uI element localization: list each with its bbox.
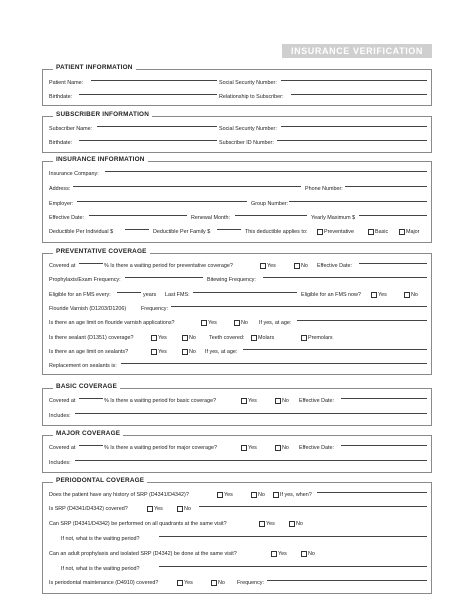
basic-section: [42, 383, 432, 426]
no-label: No: [308, 551, 315, 557]
waiting-period-field[interactable]: [159, 536, 427, 537]
major-option: Major: [406, 229, 420, 235]
sealant-question: Is there sealant (D1351) coverage?: [49, 335, 134, 341]
employer-label: Employer:: [49, 201, 74, 207]
no-label: No: [301, 263, 308, 269]
relationship-field[interactable]: [291, 94, 427, 95]
waiting-no-checkbox[interactable]: [275, 398, 281, 404]
effective-label: Effective Date:: [299, 445, 334, 451]
bitewing-field[interactable]: [263, 277, 427, 278]
patient-ssn-field[interactable]: [281, 80, 427, 81]
prophy-freq-field[interactable]: [125, 277, 203, 278]
last-fms-field[interactable]: [193, 292, 297, 293]
yes-label: Yes: [224, 492, 233, 498]
patient-birthdate-label: Birthdate:: [49, 94, 73, 100]
quadrants-yes-checkbox[interactable]: [259, 521, 265, 527]
form-title: INSURANCE VERIFICATION FORM: [282, 44, 432, 58]
history-yes-checkbox[interactable]: [217, 492, 223, 498]
effective-field[interactable]: [359, 263, 427, 264]
waiting-no-checkbox[interactable]: [294, 263, 300, 269]
yes-label: Yes: [278, 551, 287, 557]
fluoride-age-no-checkbox[interactable]: [234, 320, 240, 326]
effective-label: Effective Date:: [299, 398, 334, 404]
section-title: MAJOR COVERAGE: [53, 430, 123, 437]
if-yes-age-label: If yes, at age:: [205, 349, 238, 355]
phone-label: Phone Number:: [305, 186, 343, 192]
if-yes-when-label: If yes, when?: [280, 492, 312, 498]
yes-label: Yes: [184, 580, 193, 586]
fluoride-label: Flouride Varnish (D1203/D1206): [49, 306, 127, 312]
srp-history-question: Does the patient have any history of SRP (D4341/D4342)?: [49, 492, 189, 498]
address-field[interactable]: [73, 186, 301, 187]
history-when-checkbox[interactable]: [273, 492, 279, 498]
history-no-checkbox[interactable]: [251, 492, 257, 498]
replacement-field[interactable]: [121, 363, 427, 364]
phone-field[interactable]: [345, 186, 427, 187]
srp-covered-field[interactable]: [199, 506, 427, 507]
fms-now-no-checkbox[interactable]: [404, 292, 410, 298]
adult-prophy-yes-checkbox[interactable]: [271, 551, 277, 557]
waiting-yes-checkbox[interactable]: [241, 445, 247, 451]
srp-covered-no-checkbox[interactable]: [177, 506, 183, 512]
ded-individual-field[interactable]: [125, 229, 149, 230]
insurance-section: [42, 156, 432, 243]
waiting-question: % Is there a waiting period for major coverage?: [104, 445, 217, 451]
covered-at-field[interactable]: [79, 445, 103, 446]
effective-date-field[interactable]: [89, 215, 187, 216]
maintenance-yes-checkbox[interactable]: [177, 580, 183, 586]
relationship-label: Relationship to Subscriber:: [219, 94, 284, 100]
covered-at-label: Covered at: [49, 445, 76, 451]
maintenance-question: Is periodontal maintenance (D4910) covered?: [49, 580, 159, 586]
waiting-period-label: If not, what is the waiting period?: [61, 566, 140, 572]
yes-label: Yes: [158, 335, 167, 341]
srp-when-field[interactable]: [317, 492, 427, 493]
premolars-checkbox[interactable]: [301, 335, 307, 341]
frequency-label: Frequency:: [237, 580, 264, 586]
sealant-no-checkbox[interactable]: [182, 335, 188, 341]
ded-individual-label: Deductible Per Individual $: [49, 229, 114, 235]
insurance-company-label: Insurance Company:: [49, 171, 99, 177]
fluoride-age-field[interactable]: [297, 320, 427, 321]
subscriber-ssn-field[interactable]: [281, 126, 427, 127]
major-section: [42, 430, 432, 473]
patient-birthdate-field[interactable]: [79, 94, 217, 95]
yes-label: Yes: [266, 521, 275, 527]
waiting-question: % Is there a waiting period for basic coverage?: [104, 398, 217, 404]
covered-at-field[interactable]: [79, 263, 103, 264]
yearly-max-field[interactable]: [359, 215, 427, 216]
fluoride-age-yes-checkbox[interactable]: [201, 320, 207, 326]
waiting-yes-checkbox[interactable]: [260, 263, 266, 269]
section-title: PREVENTATIVE COVERAGE: [53, 248, 150, 255]
includes-field[interactable]: [75, 460, 427, 461]
section-title: INSURANCE INFORMATION: [53, 156, 148, 163]
effective-field[interactable]: [341, 445, 427, 446]
effective-date-label: Effective Date:: [49, 215, 84, 221]
srp-quadrants-question: Can SRP (D4341/D4342) be performed on all quadrants at the same visit?: [49, 521, 227, 527]
renewal-label: Renewal Month:: [191, 215, 230, 221]
address-label: Address:: [49, 186, 71, 192]
waiting-period-field-2[interactable]: [159, 566, 427, 567]
quadrants-no-checkbox[interactable]: [289, 521, 295, 527]
patient-name-field[interactable]: [91, 80, 217, 81]
no-label: No: [189, 335, 196, 341]
srp-covered-yes-checkbox[interactable]: [147, 506, 153, 512]
employer-field[interactable]: [77, 201, 247, 202]
group-label: Group Number:: [251, 201, 289, 207]
fms-now-label: Eligible for an FMS now?: [301, 292, 361, 298]
frequency-label: Frequency:: [141, 306, 168, 312]
covered-at-label: Covered at: [49, 398, 76, 404]
subscriber-name-field[interactable]: [97, 126, 217, 127]
years-label: years: [143, 292, 157, 298]
subscriber-id-field[interactable]: [277, 140, 427, 141]
ded-family-label: Deductible Per Family $: [153, 229, 211, 235]
adult-prophy-question: Can an adult prophylaxis and isolated SRP (D4342) be done at the same visit?: [49, 551, 237, 557]
no-label: No: [241, 320, 248, 326]
yes-label: Yes: [267, 263, 276, 269]
subscriber-id-label: Subscriber ID Number:: [219, 140, 274, 146]
includes-label: Includes:: [49, 413, 71, 419]
patient-ssn-label: Social Security Number:: [219, 80, 277, 86]
periodontal-section: [42, 477, 432, 594]
subscriber-section: [42, 111, 432, 153]
last-fms-label: Last FMS:: [165, 292, 190, 298]
preventative-checkbox[interactable]: [317, 229, 323, 235]
includes-label: Includes:: [49, 460, 71, 466]
yes-label: Yes: [158, 349, 167, 355]
major-checkbox[interactable]: [399, 229, 405, 235]
molars-label: Molars: [258, 335, 275, 341]
waiting-no-checkbox[interactable]: [275, 445, 281, 451]
adult-prophy-no-checkbox[interactable]: [301, 551, 307, 557]
basic-option: Basic: [375, 229, 389, 235]
prophy-freq-label: Prophylaxis/Exam Frequency:: [49, 277, 121, 283]
patient-section: [42, 64, 432, 106]
basic-checkbox[interactable]: [368, 229, 374, 235]
teeth-covered-label: Teeth covered:: [209, 335, 245, 341]
sealant-age-no-checkbox[interactable]: [182, 349, 188, 355]
includes-field[interactable]: [75, 413, 427, 414]
molars-checkbox[interactable]: [251, 335, 257, 341]
section-title: SUBSCRIBER INFORMATION: [53, 111, 152, 118]
group-field[interactable]: [289, 201, 427, 202]
preventative-option: Preventative: [324, 229, 354, 235]
if-yes-age-label: If yes, at age:: [259, 320, 292, 326]
section-title: PATIENT INFORMATION: [53, 64, 136, 71]
no-label: No: [218, 580, 225, 586]
sealant-age-field[interactable]: [243, 349, 427, 350]
no-label: No: [184, 506, 191, 512]
yes-label: Yes: [248, 398, 257, 404]
insurance-company-field[interactable]: [105, 171, 427, 172]
srp-covered-question: Is SRP (D4341/D4342) covered?: [49, 506, 128, 512]
replacement-label: Replacement on sealants is:: [49, 363, 117, 369]
waiting-period-label: If not, what is the waiting period?: [61, 536, 140, 542]
yes-label: Yes: [378, 292, 387, 298]
no-label: No: [282, 398, 289, 404]
premolars-label: Premolars: [308, 335, 333, 341]
ded-applies-label: This deductible applies to:: [245, 229, 308, 235]
no-label: No: [296, 521, 303, 527]
no-label: No: [282, 445, 289, 451]
maintenance-no-checkbox[interactable]: [211, 580, 217, 586]
fms-every-label: Eligible for an FMS every:: [49, 292, 111, 298]
section-title: BASIC COVERAGE: [53, 383, 120, 390]
sealant-age-yes-checkbox[interactable]: [151, 349, 157, 355]
effective-field[interactable]: [341, 398, 427, 399]
renewal-field[interactable]: [235, 215, 307, 216]
preventative-section: [42, 248, 432, 375]
yes-label: Yes: [154, 506, 163, 512]
no-label: No: [258, 492, 265, 498]
yearly-max-label: Yearly Maximum $: [311, 215, 356, 221]
no-label: No: [189, 349, 196, 355]
sealant-age-question: Is there an age limit on sealants?: [49, 349, 129, 355]
maintenance-freq-field[interactable]: [267, 580, 427, 581]
bitewing-label: Bitewing Frequency:: [207, 277, 256, 283]
subscriber-ssn-label: Social Security Number:: [219, 126, 277, 132]
waiting-yes-checkbox[interactable]: [241, 398, 247, 404]
subscriber-name-label: Subscriber Name:: [49, 126, 93, 132]
covered-at-field[interactable]: [79, 398, 103, 399]
patient-name-label: Patient Name:: [49, 80, 84, 86]
subscriber-birthdate-field[interactable]: [79, 140, 217, 141]
fms-now-yes-checkbox[interactable]: [371, 292, 377, 298]
sealant-yes-checkbox[interactable]: [151, 335, 157, 341]
yes-label: Yes: [248, 445, 257, 451]
covered-at-label: Covered at: [49, 263, 76, 269]
fluoride-freq-field[interactable]: [171, 306, 427, 307]
fms-every-field[interactable]: [117, 292, 141, 293]
effective-label: Effective Date:: [317, 263, 352, 269]
fluoride-age-question: Is there an age limit on flouride varnish applications?: [49, 320, 175, 326]
subscriber-birthdate-label: Birthdate:: [49, 140, 73, 146]
waiting-question: % Is there a waiting period for preventative coverage?: [104, 263, 233, 269]
yes-label: Yes: [208, 320, 217, 326]
no-label: No: [411, 292, 418, 298]
ded-family-field[interactable]: [217, 229, 241, 230]
section-title: PERIODONTAL COVERAGE: [53, 477, 147, 484]
